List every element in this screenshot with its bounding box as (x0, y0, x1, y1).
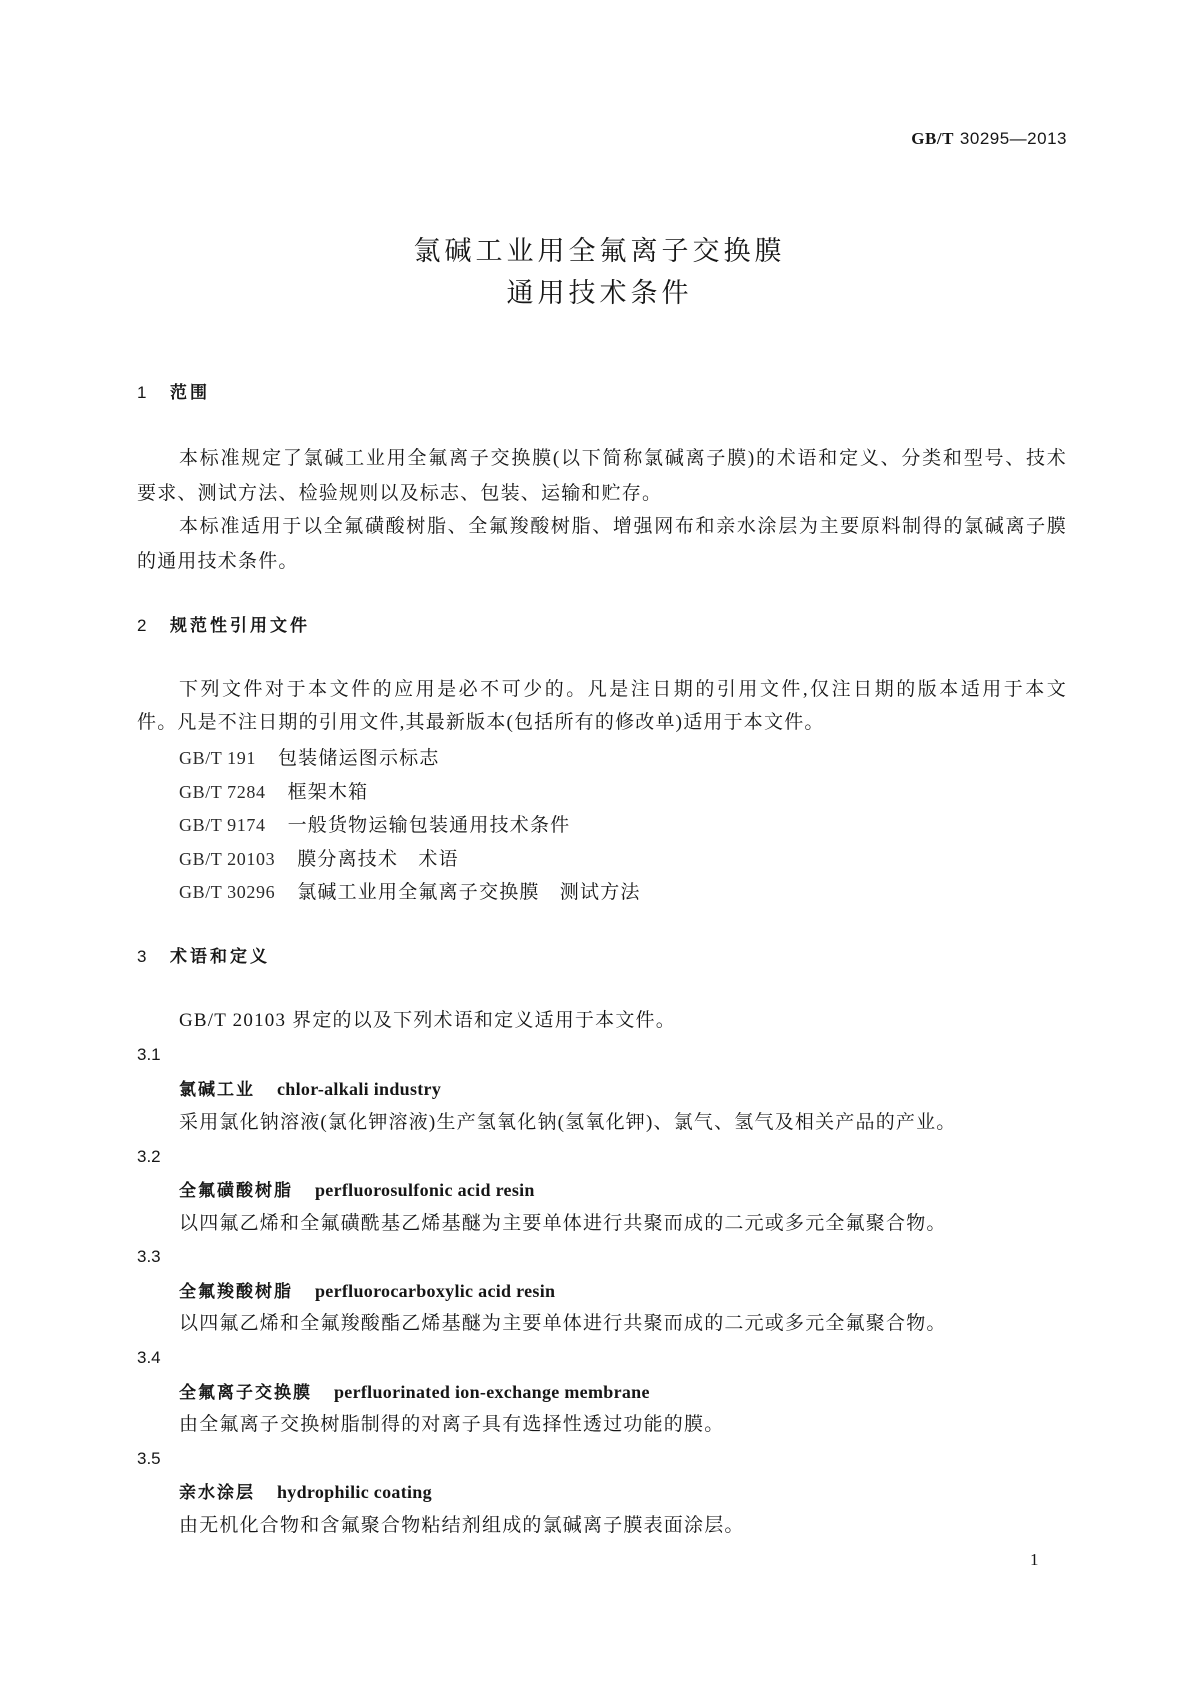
standard-prefix: GB/T (911, 129, 954, 148)
term-definition: 由全氟离子交换树脂制得的对离子具有选择性透过功能的膜。 (179, 1414, 725, 1435)
reference-code: GB/T 7284 (179, 782, 266, 802)
scope-paragraph-1-line-2: 要求、测试方法、检验规则以及标志、包装、运输和贮存。 (137, 483, 663, 504)
scope-paragraph-1-line-1: 本标准规定了氯碱工业用全氟离子交换膜(以下简称氯碱离子膜)的术语和定义、分类和型号、技术 (179, 448, 1067, 469)
term-number: 3.1 (137, 1045, 161, 1064)
section-2-number: 2 (137, 616, 147, 635)
term-chinese: 全氟羧酸树脂 (179, 1282, 293, 1301)
term-english: perfluorocarboxylic acid resin (315, 1281, 556, 1301)
terms-intro: GB/T 20103 界定的以及下列术语和定义适用于本文件。 (179, 1010, 676, 1031)
term-heading (179, 1380, 650, 1404)
reference-title: 一般货物运输包装通用技术条件 (287, 815, 571, 836)
reference-code: GB/T 191 (179, 748, 256, 768)
document-title-line-1: 氯碱工业用全氟离子交换膜 (413, 236, 786, 266)
scope-paragraph-2-line-2: 的通用技术条件。 (137, 551, 299, 572)
term-english: perfluorosulfonic acid resin (315, 1180, 535, 1200)
document-title-line-2: 通用技术条件 (506, 278, 693, 308)
term-number: 3.4 (137, 1348, 161, 1367)
section-1-heading: 范围 (170, 383, 210, 402)
term-number: 3.5 (137, 1449, 161, 1468)
reference-item (179, 746, 440, 770)
term-definition: 以四氟乙烯和全氟羧酸酯乙烯基醚为主要单体进行共聚而成的二元或多元全氟聚合物。 (179, 1313, 947, 1334)
scope-paragraph-2-line-1: 本标准适用于以全氟磺酸树脂、全氟羧酸树脂、增强网布和亲水涂层为主要原料制得的氯碱离子膜 (179, 516, 1067, 537)
term-english: perfluorinated ion-exchange membrane (334, 1382, 650, 1402)
term-heading (179, 1077, 441, 1101)
term-english: hydrophilic coating (277, 1482, 432, 1502)
reference-code: GB/T 9174 (179, 815, 266, 835)
standard-code-header (911, 127, 1067, 151)
reference-title: 包装储运图示标志 (277, 748, 440, 769)
term-heading (179, 1178, 535, 1202)
reference-item (179, 847, 459, 871)
reference-code: GB/T 20103 (179, 849, 276, 869)
section-3-heading: 术语和定义 (170, 947, 270, 966)
term-chinese: 氯碱工业 (179, 1080, 255, 1099)
term-definition: 由无机化合物和含氟聚合物粘结剂组成的氯碱离子膜表面涂层。 (179, 1515, 745, 1536)
term-definition: 以四氟乙烯和全氟磺酰基乙烯基醚为主要单体进行共聚而成的二元或多元全氟聚合物。 (179, 1213, 947, 1234)
term-heading (179, 1279, 555, 1303)
reference-title: 氯碱工业用全氟离子交换膜 测试方法 (297, 882, 641, 903)
reference-item (179, 813, 570, 837)
term-number: 3.2 (137, 1147, 161, 1166)
reference-code: GB/T 30296 (179, 882, 276, 902)
term-chinese: 全氟离子交换膜 (179, 1383, 312, 1402)
reference-title: 框架木箱 (287, 782, 369, 803)
term-number: 3.3 (137, 1247, 161, 1266)
reference-item (179, 880, 641, 904)
term-chinese: 亲水涂层 (179, 1483, 255, 1502)
term-definition: 采用氯化钠溶液(氯化钾溶液)生产氢氧化钠(氢氧化钾)、氯气、氢气及相关产品的产业。 (179, 1112, 957, 1133)
references-intro-line-2: 件。凡是不注日期的引用文件,其最新版本(包括所有的修改单)适用于本文件。 (137, 712, 825, 733)
term-heading (179, 1480, 432, 1504)
reference-title: 膜分离技术 术语 (297, 849, 459, 870)
term-chinese: 全氟磺酸树脂 (179, 1181, 293, 1200)
reference-item (179, 780, 368, 804)
term-english: chlor-alkali industry (277, 1079, 442, 1099)
section-3-number: 3 (137, 947, 147, 966)
section-1-number: 1 (137, 383, 147, 402)
standard-number: 30295—2013 (959, 129, 1067, 148)
section-2-heading: 规范性引用文件 (170, 616, 310, 635)
page-number: 1 (1030, 1550, 1039, 1569)
references-intro-line-1: 下列文件对于本文件的应用是必不可少的。凡是注日期的引用文件,仅注日期的版本适用于本文 (179, 679, 1067, 700)
